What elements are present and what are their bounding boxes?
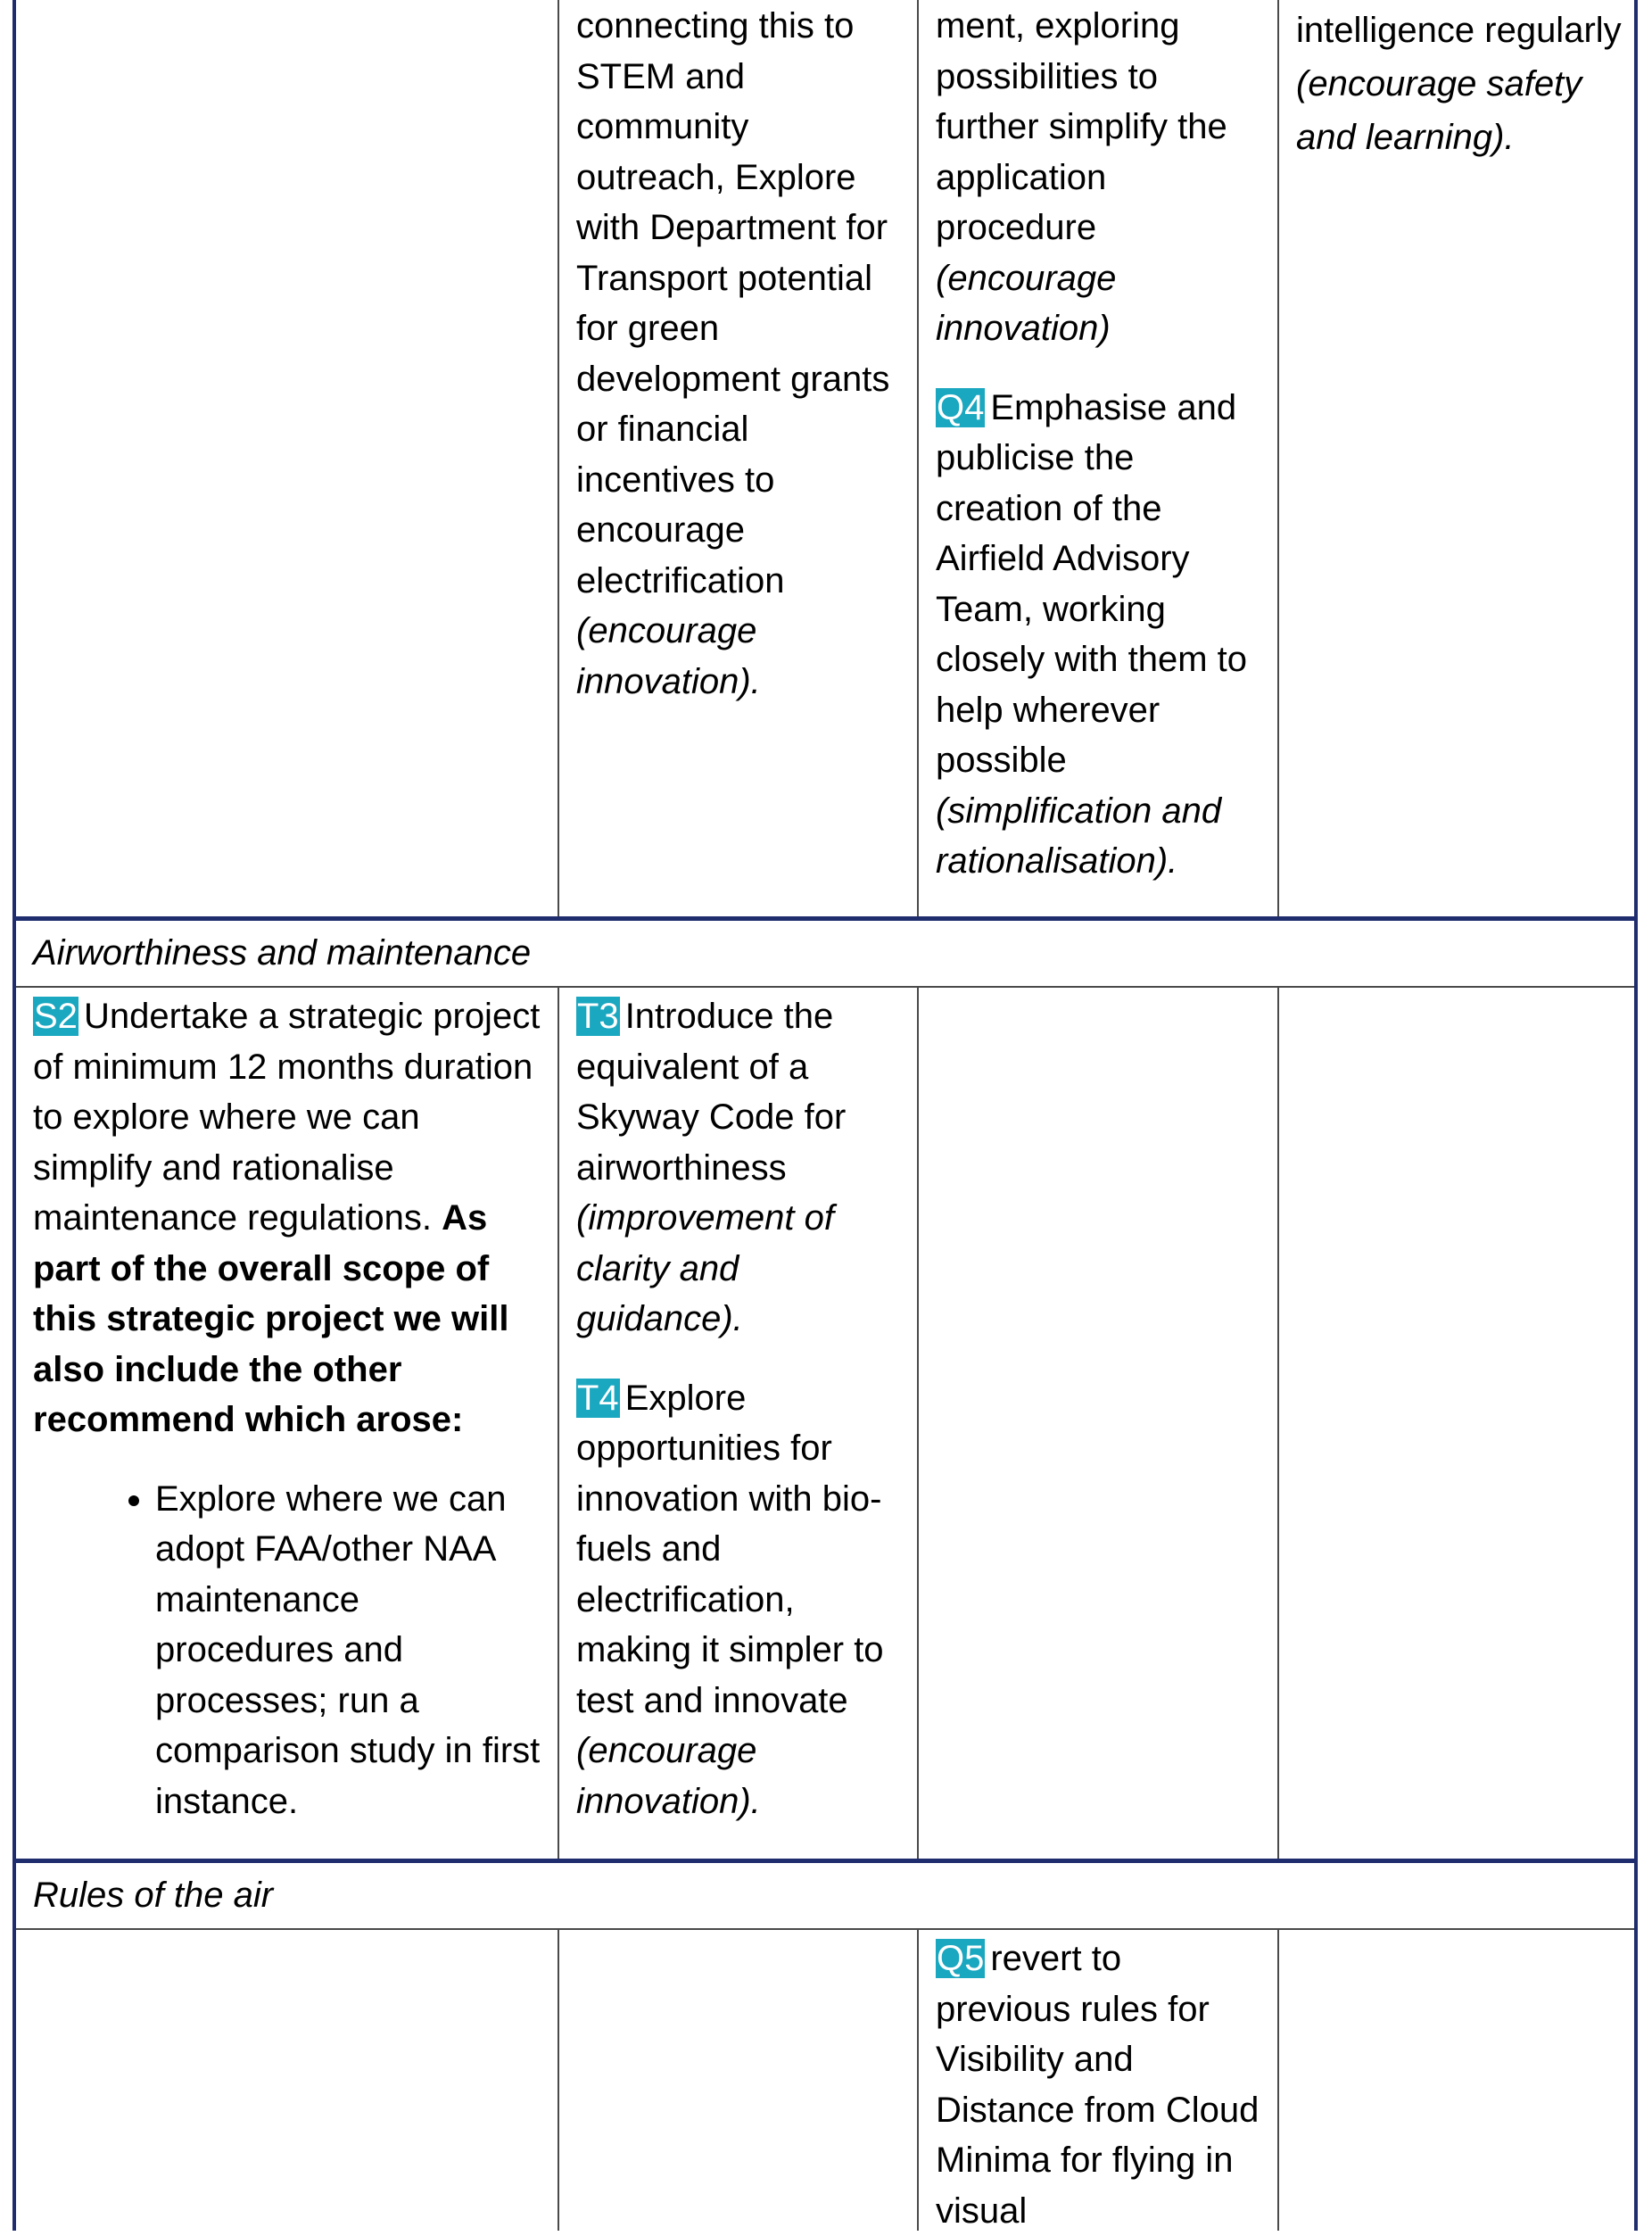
table-cell — [558, 0, 917, 916]
table-cell — [558, 988, 917, 1859]
table-cell — [16, 988, 558, 1859]
paragraph — [936, 1, 1265, 354]
table-cell — [558, 1930, 917, 2231]
table-cell — [1277, 0, 1634, 916]
paragraph — [936, 1934, 1265, 2236]
table-cell — [16, 0, 558, 916]
paragraph — [1296, 4, 1622, 164]
recommendation-tag: T3 — [577, 997, 619, 1036]
paragraph — [936, 383, 1265, 887]
table-cell — [16, 1930, 558, 2231]
body-text: intelligence regularly — [1296, 11, 1622, 50]
recommendation-tag: Q5 — [937, 1939, 985, 1978]
recommendation-tag: S2 — [34, 997, 78, 1036]
recommendations-table — [12, 0, 1638, 2231]
category-note: (encourage innovation) — [936, 258, 1117, 348]
category-note: (improvement of clarity and guidance). — [576, 1198, 834, 1338]
body-text: Undertake a strategic project of minimum 12 months duration to explore where we can simplify and rationalise maintenance regulations. — [33, 997, 541, 1238]
category-note: (simplification and rationalisation). — [936, 791, 1222, 881]
bold-text: As part of the overall scope of this strategic project we will also include the other recommend which arose: — [33, 1198, 509, 1439]
table-row — [16, 0, 1634, 916]
table-cell — [917, 988, 1277, 1859]
section-header-row — [16, 916, 1634, 986]
section-heading: Rules of the air — [33, 1876, 274, 1915]
paragraph — [33, 991, 545, 1445]
body-text: Introduce the equivalent of a Skyway Code for airworthiness — [576, 997, 847, 1188]
category-note: (encourage safety and learning). — [1296, 64, 1582, 157]
section-heading: Airworthiness and maintenance — [33, 933, 532, 973]
list-item: • Explore where we can adopt FAA/other NAA maintenance procedures and processes; run a comparison study in first instance. — [155, 1474, 545, 1827]
body-text: revert to previous rules for Visibility and Distance from Cloud Minima for flying in visual — [936, 1939, 1260, 2231]
table-cell — [1277, 1930, 1634, 2231]
paragraph — [576, 1, 904, 707]
body-text: Explore opportunities for innovation with bio-fuels and electrification, making it simpler to test and innovate — [576, 1378, 884, 1720]
bullet-list — [33, 1474, 545, 1827]
paragraph — [576, 991, 904, 1345]
table-cell — [1277, 988, 1634, 1859]
section-header-row — [16, 1859, 1634, 1928]
paragraph — [576, 1373, 904, 1827]
body-text: ment, exploring possibilities to further simplify the application procedure — [936, 6, 1227, 247]
table-row — [16, 986, 1634, 1859]
table-row — [16, 1928, 1634, 2231]
table-cell — [917, 0, 1277, 916]
recommendation-tag: T4 — [577, 1378, 619, 1418]
table-cell — [917, 1930, 1277, 2231]
body-text: connecting this to STEM and community outreach, Explore with Department for Transport potential for green development grants or financial incentives to encourage electrification — [576, 6, 890, 600]
category-note: (encourage innovation). — [576, 611, 761, 701]
body-text: Emphasise and publicise the creation of the Airfield Advisory Team, working closely with them to help wherever possible — [936, 387, 1248, 780]
recommendation-tag: Q4 — [937, 387, 985, 427]
category-note: (encourage innovation). — [576, 1731, 761, 1821]
